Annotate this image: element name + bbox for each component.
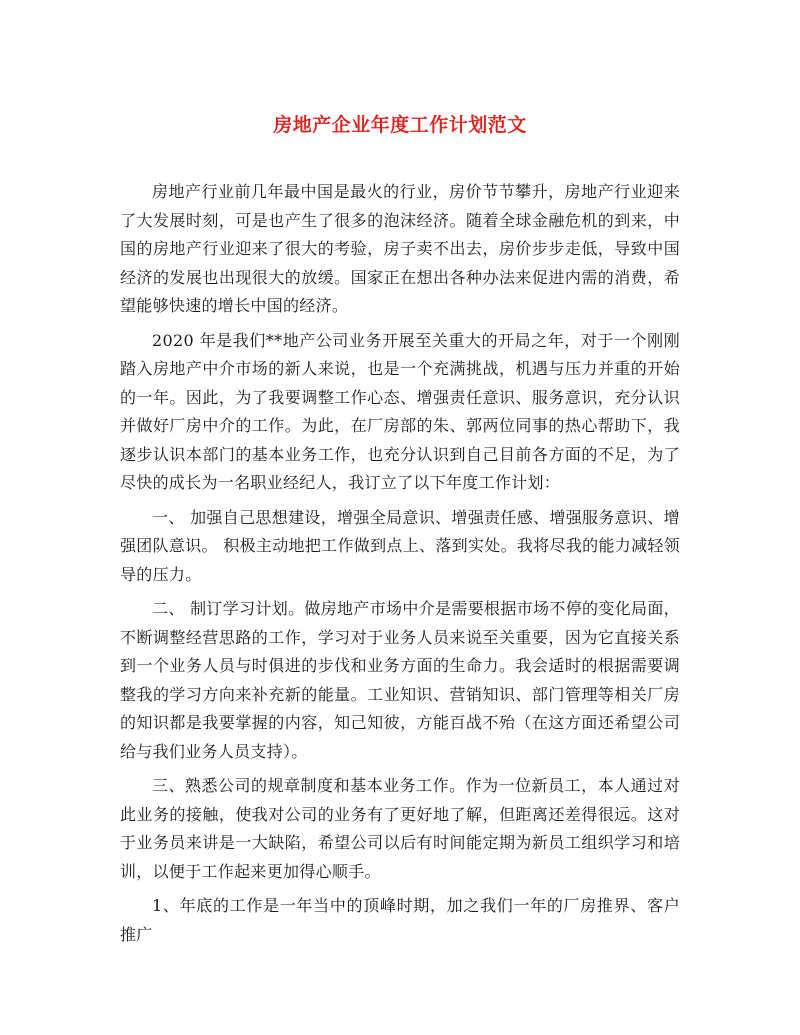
sub-item-1-paragraph: 1、年底的工作是一年当中的顶峰时期，加之我们一年的厂房推界、客户推广 (120, 896, 680, 944)
plan-item-1-paragraph: 一、 加强自己思想建设，增强全局意识、增强责任感、增强服务意识、增强团队意识。 积极主动地把工作做到点上、落到实处。我将尽我的能力减轻领导的压力。 (120, 507, 680, 584)
background-paragraph: 2020 年是我们**地产公司业务开展至关重大的开局之年，对于一个刚刚踏入房地产中介市场的新人来说，也是一个充满挑战，机遇与压力并重的开始的一年。因此，为了我要调整工作心态、增强责任意识、服务意识，充分认识并做好厂房中介的工作。为此，在厂房部的朱、郭两位同事的热心帮助下，我逐步认识本部门的基本业务工作，也充分认识到自己目前各方面的不足，为了尽快的成长为一名职业经纪人，我订立了以下年度工作计划： (120, 330, 680, 492)
plan-item-2-paragraph: 二、 制订学习计划。做房地产市场中介是需要根据市场不停的变化局面，不断调整经营思路的工作，学习对于业务人员来说至关重要，因为它直接关系到一个业务人员与时俱进的步伐和业务方面的生命力。我会适时的根据需要调整我的学习方向来补充新的能量。工业知识、营销知识、部门管理等相关厂房的知识都是我要掌握的内容，知己知彼，方能百战不殆（在这方面还希望公司给与我们业务人员支持）。 (120, 599, 680, 761)
intro-paragraph: 房地产行业前几年最中国是最火的行业，房价节节攀升，房地产行业迎来了大发展时刻，可是也产生了很多的泡沫经济。随着全球金融危机的到来，中国的房地产行业迎来了很大的考验，房子卖不出去，房价步步走低，导致中国经济的发展也出现很大的放缓。国家正在想出各种办法来促进内需的消费，希望能够快速的增长中国的经济。 (120, 182, 680, 315)
plan-item-3-paragraph: 三、熟悉公司的规章制度和基本业务工作。作为一位新员工，本人通过对此业务的接触，使我对公司的业务有了更好地了解，但距离还差得很远。这对于业务员来讲是一大缺陷，希望公司以后有时间能定期为新员工组织学习和培训，以便于工作起来更加得心顺手。 (120, 776, 680, 881)
document-title: 房地产企业年度工作计划范文 (273, 114, 527, 136)
